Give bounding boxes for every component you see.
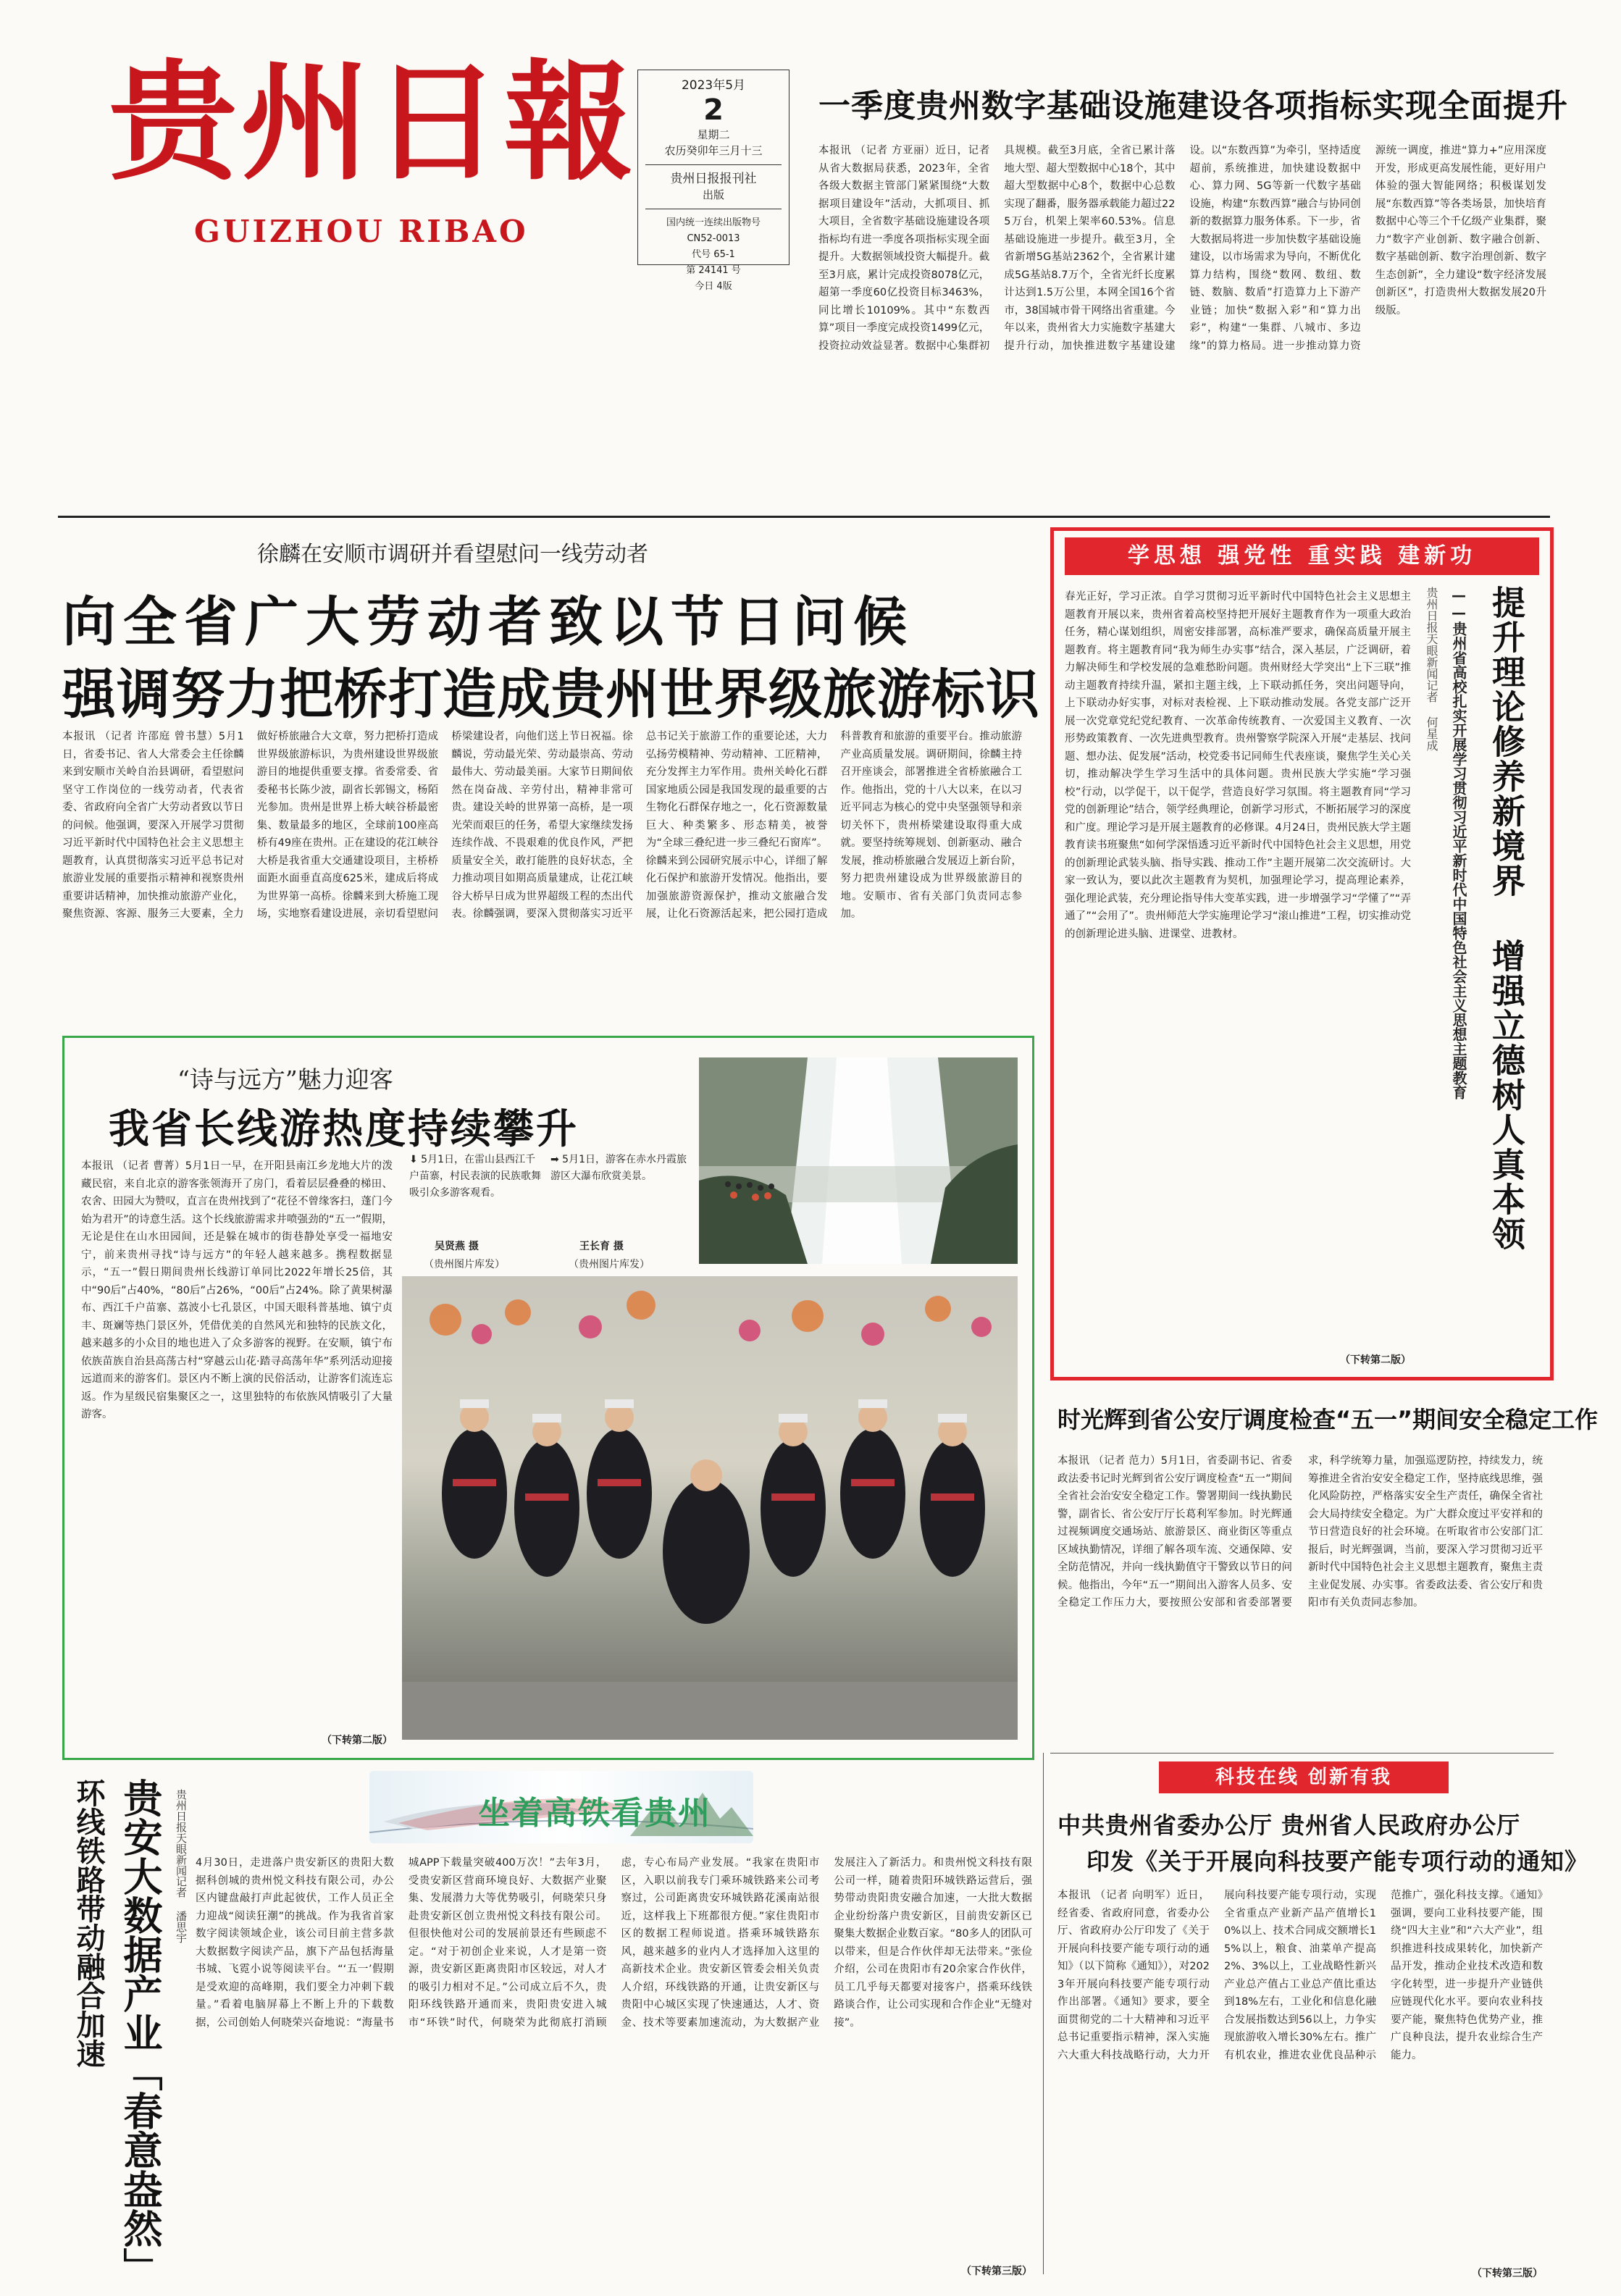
tourism-end-note: （下转第二版） <box>322 1735 393 1746</box>
date-year-month: 2023年5月 <box>681 78 746 93</box>
theme-box-body: 春光正好，学习正浓。自学习贯彻习近平新时代中国特色社会主义思想主题教育开展以来，贵州省着高校坚持把开展好主题教育作为一项重大政治任务，精心谋划组织，周密安排部署，高标准严要求，确保高质量开展主题教育。将主题教育同“我为师生办实事”结合，深入基层，广泛调研，着力解决师生和学校发展的急难愁盼问题。贵州财经大学突出“上下三联”推动主题教育持续升温，紧扣主题主线，上下联动抓任务，突出问题导向，上下联动办好实事，对标对表检视、上下联动推动发展。各党支部广泛开展一次党章党纪党纪教育、一次革命传统教育、一次爱国主义教育、一次形势政策教育、一次先进典型教育。贵州警察学院深入开展“走基层、找问题、想办法、促发展”活动，校党委书记同师生代表座谈，聚焦学生关心关切，推动解决学生学习生活中的具体问题。贵州民族大学实施“学习强校”行动，以学促干，以干促学，营造良好学习氛围。将主题教育同“学习党的创新理论”结合，领学经典理论，创新学习形式，不断拓展学习的深度和广度。理论学习是开展主题教育的必修课。4月24日，贵州民族大学主题教育读书班聚焦“如何学深悟透习近平新时代中国特色社会主义思想，用党的创新理论武装头脑、指导实践、推动工作”主题开展第二次交流研讨。大家一致认为，要以此次主题教育为契机，加强理论学习，提高理论素养，强化理论武装，充分理论指导伟大变革实践，进一步增强学习“学懂了”“弄通了”“会用了”。贵州师范大学实施理论学习“滚山推进”工程，切实推动党的创新理论进头脑、进课堂、进教材。 <box>1065 591 1411 940</box>
photo-source-left: （贵州图片库发） <box>424 1259 505 1270</box>
dateline-box <box>637 70 789 292</box>
rail-end-note: （下转第三版） <box>961 2266 1032 2277</box>
publisher-sub: 出版 <box>702 188 724 201</box>
folk-dance-photo <box>402 1276 1018 1740</box>
issue-number: 第 24141 号 <box>686 265 741 276</box>
theme-subhead: ——贵州省高校扎实开展学习贯彻习近平新时代中国特色社会主义思想主题教育 <box>1450 587 1467 1099</box>
tourism-headline: 我省长线游热度持续攀升 <box>109 1106 579 1153</box>
date-lunar: 农历癸卯年三月十三 <box>664 144 763 157</box>
theme-headline: 提升理论修养新境界 增强立德树人真本领 <box>1487 585 1526 1252</box>
tech-body: 本报讯 （记者 向明军）近日，经省委、省政府同意，省委办公厅、省政府办公厅印发了《关于开展向科技要产能专项行动的通知》（以下简称《通知》），对2023年开展向科技要产能专项行动作出部署。《通知》要求，要全面贯彻党的二十大精神和习近平总书记重要指示精神，深入实施六大重大科技战略行动，大力开展向科技要产能专项行动，实现全省重点产业新产品产值增长10%以上、技术合同成交额增长15%以上，粮食、油菜单产提高2%、3%以上，工业战略性新兴产业总产值占工业总产值比重达到18%左右，工业化和信息化融合发展指数达到56以上，力争实现旅游收入增长30%左右。推广有机农业，推进农业优良品种示范推广，强化科技支撑。《通知》强调，要向工业科技要产能，围绕“四大主业”和“六大产业”，组织推进科技成果转化，加快新产品开发，推动企业技术改造和数字化转型，进一步提升产业链供应链现代化水平。要向农业科技要产能，聚焦特色优势产业，推广良种良法，提升农业综合生产能力。 <box>1057 1890 1543 2061</box>
page-count: 今日 4版 <box>695 281 732 292</box>
rail-banner-text: 坐着高铁看贵州 <box>478 1795 711 1832</box>
theme-end-note: （下转第二版） <box>1340 1354 1411 1366</box>
tech-banner: 科技在线 创新有我 <box>1159 1761 1449 1793</box>
rail-body: 4月30日，走进落户贵安新区的贵阳大数据科创城的贵州悦文科技有限公司，办公区内键盘敲打声此起彼伏，工作人员正全力迎战“阅读狂潮”的挑战。作为我省首家数字阅读领域企业，该公司目前主营多款大数据数字阅读产品，旗下产品包括海量书城、飞霓小说等阅读平台。“‘五一’假期是受欢迎的高峰期，我们要全力冲刺下载量。”看着电脑屏幕上不断上升的下载数据，公司创始人何晓荣兴奋地说：“海量书城APP下载量突破400万次！”去年3月，受贵安新区营商环境良好、大数据产业聚集、发展潜力大等优势吸引，何晓荣只身赴贵安新区创立贵州悦文科技有限公司。但很快他对公司的发展前景还有些顾虑不定。“对于初创企业来说，人才是第一资源，贵安新区距离贵阳市区较远，对人才的吸引力相对不足。”公司成立后不久，贵阳环线铁路开通而来，贵阳贵安进入城市“环铁”时代，何晓荣为此彻底打消顾虑，专心布局产业发展。“我家在贵阳市区，入职以前我专门乘环城铁路来公司考察过，公司距离贵安环城铁路花溪南站很近，这样我上下班都很方便。”家住贵阳市区的数据工程师说道。搭乘环城铁路东风，越来越多的业内人才选择加入这里的高新技术企业。贵安新区管委会相关负责人介绍，环线铁路的开通，让贵安新区与贵阳中心城区实现了快速通达，人才、资金、技术等要素加速流动，为大数据产业发展注入了新活力。和贵州悦文科技有限公司一样，随着贵阳环城铁路运营后，强势带动贵阳贵安融合加速，一大批大数据企业纷纷落户贵安新区，目前贵安新区已聚集大数据企业数百家。“80多人的团队可以带来，但是合作伙伴却无法带来。”张俭介绍，公司在贵阳市有20余家合作伙伴，员工几乎每天都要对接客户，搭乘环线铁路谈合作，让公司实现和合作企业“无缝对接”。 <box>196 1857 1032 2029</box>
theme-byline: 贵州日报天眼新闻记者 何星成 <box>1425 587 1438 751</box>
lead-kicker: 徐麟在安顺市调研并看望慰问一线劳动者 <box>257 542 648 567</box>
photo-credit-left: 吴贤燕 摄 <box>435 1241 479 1252</box>
photo-caption-right: ➡ 5月1日，游客在赤水丹霞旅游区大瀑布欣赏美景。 <box>550 1154 687 1182</box>
rail-banner-box <box>369 1771 753 1843</box>
masthead-pinyin: GUIZHOU RIBAO <box>194 214 529 249</box>
tech-headline-1: 中共贵州省委办公厅 贵州省人民政府办公厅 <box>1057 1811 1521 1839</box>
lead-headline-1: 向全省广大劳动者致以节日问候 <box>62 591 914 653</box>
lead-story-body: 本报讯 （记者 许邵庭 曾书慧）5月1日，省委书记、省人大常委会主任徐麟来到安顺市关岭自治县调研，看望慰问坚守工作岗位的一线劳动者，代表省委、省政府向全省广大劳动者致以节日的问候。他强调，要深入开展学习贯彻习近平新时代中国特色社会主义思想主题教育，认真贯彻落实习近平总书记对旅游业发展的重要指示精神和视察贵州重要讲话精神，加快推动旅游产业化，聚焦资源、客源、服务三大要素，全力做好桥旅融合大文章，努力把桥打造成世界级旅游标识，为贵州建设世界级旅游目的地提供重要支撑。省委常委、省委秘书长陈少波，副省长郭锡文，杨陌光参加。贵州是世界上桥大峡谷桥最密集、数量最多的地区，全球前100座高桥有49座在贵州。正在建设的花江峡谷大桥是我省重大交通建设项目，主桥桥面距水面垂直高度625米，建成后将成为世界第一高桥。徐麟来到大桥施工现场，实地察看建设进展，亲切看望慰问桥梁建设者，向他们送上节日祝福。徐麟说，劳动最光荣、劳动最崇高、劳动最伟大、劳动最美丽。大家节日期间依然在岗奋战、辛劳付出，精神非常可贵。建设关岭的世界第一高桥，是一项光荣而艰巨的任务，希望大家继续发扬连续作战、不畏艰难的优良作风，严把质量安全关，敢打能胜的良好状态，全力推动项目如期高质量建成，让花江峡谷大桥早日成为世界超级工程的杰出代表。徐麟强调，要深入贯彻落实习近平总书记关于旅游工作的重要论述，大力弘扬劳模精神、劳动精神、工匠精神，充分发挥主力军作用。贵州关岭化石群国家地质公园是我国发现的最重要的古生物化石群保存地之一，化石资源数量巨大、种类繁多、形态精美，被誉为“全球三叠纪进一步三叠纪石窗库”。徐麟来到公园研究展示中心，详细了解化石保护和旅游开发情况。他指出，要加强旅游资源保护，推动文旅融合发展，让化石资源活起来，把公园打造成科普教育和旅游的重要平台。推动旅游产业高质量发展。调研期间，徐麟主持召开座谈会，部署推进全省桥旅融合工作。他指出，党的十八大以来，在以习近平同志为核心的党中央坚强领导和亲切关怀下，贵州桥梁建设取得重大成就。要坚持统筹规划、创新驱动、融合发展，推动桥旅融合发展迈上新台阶，努力把贵州建设成为世界级旅游目的地。安顺市、省有关部门负责同志参加。 <box>62 731 1022 920</box>
date-weekday: 星期二 <box>697 128 730 141</box>
lead-headline-2: 强调努力把桥打造成贵州世界级旅游标识 <box>62 663 1040 726</box>
rail-vertical-title: 环线铁路带动融合加速 <box>72 1778 105 2068</box>
folk-dance-illustration <box>402 1276 1018 1740</box>
tourism-kicker: “诗与远方”魅力迎客 <box>177 1065 393 1094</box>
waterfall-illustration <box>699 1057 1018 1264</box>
masthead-title: 贵州日報 <box>109 46 636 198</box>
photo-source-right: （贵州图片库发） <box>569 1259 650 1270</box>
cn-number: CN52-0013 <box>687 233 740 244</box>
waterfall-photo <box>699 1057 1018 1264</box>
date-day: 2 <box>703 93 724 127</box>
safety-headline: 时光辉到省公安厅调度检查“五一”期间安全稳定工作 <box>1057 1406 1599 1433</box>
theme-banner: 学思想 强党性 重实践 建新功 <box>1065 537 1539 575</box>
publisher: 贵州日报报刊社 <box>670 172 757 186</box>
postal-code: 代号 65-1 <box>692 249 735 260</box>
tech-end-note: （下转第三版） <box>1472 2268 1543 2279</box>
divider-rule <box>1043 1753 1044 2274</box>
rail-byline: 贵州日报天眼新闻记者 潘思宇 <box>175 1789 188 1943</box>
photo-credit-right: 王长育 摄 <box>579 1241 624 1252</box>
top-story-headline: 一季度贵州数字基础设施建设各项指标实现全面提升 <box>818 88 1568 125</box>
divider-rule <box>58 516 1550 518</box>
tech-headline-2: 印发《关于开展向科技要产能专项行动的通知》 <box>1086 1848 1589 1875</box>
rail-headline: 贵安大数据产业「春意盎然」 <box>117 1778 163 2287</box>
divider-rule <box>1050 1753 1554 1754</box>
tourism-body: 本报讯 （记者 曹菁）5月1日一早，在开阳县南江乡龙地大片的泼藏民宿，来自北京的游客张领海开了房门，看着层层叠叠的梯田、农舍、田园大为赞叹，直言在贵州找到了“花径不曾缘客扫，蓬门今始为君开”的诗意生活。这个长线旅游需求井喷强劲的“五一”假期，无论是住在山水田园间，还是躲在城市的街巷静处享受一福地安宁，前来贵州寻找“诗与远方”的年轻人越来越多。携程数据显示，“五一”假日期间贵州长线游订单同比2022年增长25倍，其中“90后”占40%，“80后”占26%，“00后”占24%。除了黄果树瀑布、西江千户苗寨、荔波小七孔景区，中国天眼科普基地、镇宁贞丰、斑斓等热门景区外，凭借优美的自然风光和独特的民族文化，越来越多的小众目的地也进入了众多游客的视野。在安顺，镇宁布依族苗族自治县高荡古村“穿越云山花·踏寻高荡年华”系列活动迎接远道而来的游客们。景区内不断上演的民俗活动，让游客们流连忘返。作为星级民宿集聚区之一，这里独特的布依族风情吸引了大量游客。 <box>81 1160 393 1420</box>
cn-line: 国内统一连续出版物号 <box>666 217 761 228</box>
photo-caption-left: ⬇ 5月1日，在雷山县西江千户苗寨，村民表演的民族歌舞吸引众多游客观看。 <box>409 1154 541 1199</box>
safety-body: 本报讯 （记者 范力）5月1日，省委副书记、省委政法委书记时光辉到省公安厅调度检查“五一”期间全省社会治安安全稳定工作。警署期间一线执勤民警，副省长、省公安厅厅长葛利军参加。时光辉通过视频调度交通场站、旅游景区、商业街区等重点区域执勤情况，详细了解各项车流、交通保障、安全防范情况，并向一线执勤值守干警致以节日的问候。他指出，今年“五一”期间出入游客人员多、安全稳定工作压力大，要按照公安部和省委部署要求，科学统筹力量，加强巡逻防控，持续发力，统筹推进全省治安安全稳定工作，坚持底线思维，强化风险防控，严格落实安全生产责任，确保全省社会大局持续安全稳定。为广大群众度过平安祥和的节日营造良好的社会环境。在听取省市公安部门汇报后，时光辉强调，当前，要深入学习贯彻习近平新时代中国特色社会主义思想主题教育，聚焦主责主业促发展、办实事。省委政法委、省公安厅和贵阳市有关负责同志参加。 <box>1057 1455 1543 1609</box>
top-story-body: 本报讯 （记者 方亚丽）近日，记者从省大数据局获悉，2023年，全省各级大数据主管部门紧紧围绕“大数据项目建设年”活动，大抓项目、抓大项目，全省数字基础设施建设各项指标均有进一季度各项指标实现全面提升。大数据领域投资大幅提升。截至3月底，累计完成投资8078亿元，超第一季度60亿投资目标3463%，同比增长10109%。其中“东数西算”项目一季度完成投资1499亿元，投资拉动效益显著。数据中心集群初具规模。截至3月底，全省已累计落地大型、超大型数据中心18个，其中超大型数据中心8个，数据中心总数实现了翻番，服务器承载能力超过225万台，机架上架率60.53%。信息基础设施进一步提升。截至3月，全省新增5G基站2362个，全省累计建成5G基站8.7万个，全省光纤长度累计达到1.5万公里，本网全国16个省市，38国城市骨干网络出省重建。今年以来，贵州省大力实施数字基建大提升行动，加快推进数字基建设建设。以“东数西算”为牵引，坚持适度超前，系统推进，加快建设数据中心、算力网、5G等新一代数字基础设施，构建“东数西算”融合与协同创新的数据算力服务体系。下一步，省大数据局将进一步加快数字基础设施建设，以市场需求为导向，不断优化算力结构，围绕“数网、数纽、数链、数脑、数盾”打造算力上下游产业链；加快“数据入彩”和“算力出彩”，构建“一集群、八城市、多边缘”的算力格局。进一步推动算力资源统一调度，推进“算力+”应用深度开发，形成更高发展性能，更好用户体验的强大智能网络；积极谋划发展“东数西算”等各类场景，加快培育数据中心等三个千亿级产业集群，聚力“数字产业创新、数字融合创新、数字基础创新、数字治理创新、数字生态创新”，全力建设“数字经济发展创新区”，打造贵州大数据发展20升级版。 <box>818 145 1546 352</box>
